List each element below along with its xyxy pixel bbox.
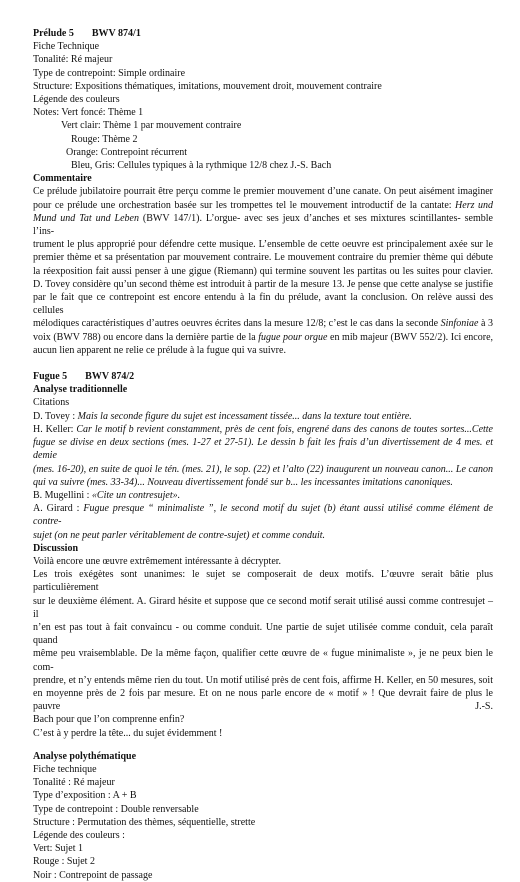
discussion-heading: Discussion [33, 542, 79, 554]
prelude-fiche: Fiche Technique [33, 41, 100, 53]
poly-line: Structure : Permutation des thèmes, séquentielle, strette [33, 816, 256, 828]
commentaire-line: mélodiques caractéristiques d’autres oeuvres écrites dans la mesure 12/8; c’est le cas dans la seconde Sinfoniae à 3 [33, 318, 493, 330]
poly-line: Tonalité : Ré majeur [33, 777, 115, 789]
commentaire-line: Ce prélude jubilatoire pourrait être perçu comme le premier mouvement d’une canate. On peut aisément imaginer [33, 186, 493, 198]
poly-line: Type d’exposition : A + B [33, 790, 137, 802]
poly-line: Noir : Contrepoint de passage [33, 869, 153, 881]
poly-line: Rouge : Sujet 2 [33, 856, 95, 868]
commentaire-line: voix (BWV 788) ou encore dans la dernière partie de la fugue pour orgue en mib majeur (BWV 552/2). Ici encore, [33, 331, 494, 343]
commentaire-heading: Commentaire [33, 173, 92, 185]
prelude-tonalite: Tonalité: Ré majeur [33, 54, 113, 66]
discussion-intro: Voilà encore une œuvre extrêmement intéressante à décrypter. [33, 555, 282, 567]
poly-line: Vert: Sujet 1 [33, 843, 83, 855]
discussion-line: Les trois exégètes sont unanimes: le sujet se composerait de deux motifs. L’œuvre serait bâtie plus particulièrement [33, 569, 493, 594]
document-page [33, 27, 493, 882]
prelude-structure: Structure: Expositions thématiques, imitations, mouvement droit, mouvement contraire [33, 80, 382, 92]
fugue-heading [33, 370, 493, 383]
commentaire-line: aucun lien apparent ne relie ce prélude à la fugue qui va suivre. [33, 344, 286, 356]
poly-line: Légende des couleurs : [33, 829, 125, 841]
commentaire-line: Mund und Tat und Leben (BWV 147/1). L’orgue- avec ses jeux d’anches et ses mixtures scintillantes- semble l’ins- [33, 212, 493, 238]
fugue-title: Fugue 5 [33, 371, 68, 383]
analyse-polythematique-heading: Analyse polythématique [33, 750, 137, 762]
prelude-notes-line: Notes: Vert foncé: Thème 1 [33, 107, 144, 119]
fugue-bwv: BWV 874/2 [85, 371, 135, 383]
poly-line: Type de contrepoint : Double renversable [33, 803, 199, 815]
prelude-notes-line: Orange: Contrepoint récurrent [66, 146, 188, 158]
poly-line: Fiche technique [33, 763, 97, 775]
citation-keller-line: fugue se divise en deux sections (mes. 1-27 et 27-51). Le dessin b fait les frais d’un divertissement de 4 mes. et demie [33, 437, 493, 462]
citation-keller-line: qui va suivre (mes. 33-34)... Nouveau divertissement fondé sur b... les incessantes imitations canoniques. [33, 476, 453, 488]
analyse-traditionnelle-heading: Analyse traditionnelle [33, 384, 128, 396]
citation-keller: H. Keller: Car le motif b revient constamment, près de cent fois, engrené dans des canons de toutes sortes...Cette [33, 423, 493, 435]
citation-keller-line: (mes. 16-20), en suite de quoi le tén. (mes. 21), le sop. (22) et l’alto (22) inaugurent un nouveau canon... Le canon [33, 463, 493, 475]
prelude-notes-line: Rouge: Thème 2 [71, 133, 138, 145]
discussion-line: Bach pour que l’on comprenne enfin? [33, 714, 185, 726]
discussion-line: n’en est pas tout à fait convaincu - ou comme conduit. Une partie de sujet utilisée comme conduit, cela paraît quand [33, 621, 493, 647]
commentaire-line: trument le plus approprié pour défendre cette musique. L’ensemble de cette oeuvre est principalement axée sur le [33, 239, 493, 251]
discussion-line: même peu vraisemblable. De la même façon, qualifier cette œuvre de « fugue minimaliste », je ne peux bien le com- [33, 648, 493, 673]
prelude-legende: Légende des couleurs [33, 94, 120, 106]
commentaire-line: par le fait que ce contrepoint est encore entendu à la fin du prélude, avant la conclusion. On relève aussi des cellules [33, 292, 493, 317]
citation-tovey: D. Tovey : Mais la seconde figure du sujet est incessament tissée... dans la texture tout entière. [33, 410, 412, 422]
commentaire-line: pour ce prélude une orchestration basée sur les trompettes tel le mouvement introductif de la cantate: Herz und [33, 199, 493, 211]
citations-label: Citations [33, 397, 70, 409]
citation-mugellini: B. Mugellini : «Cite un contresujet». [33, 489, 181, 501]
prelude-notes-line: Bleu, Gris: Cellules typiques à la rythmique 12/8 chez J.-S. Bach [71, 160, 332, 172]
commentaire-line: premier thème et sa présentation par mouvement contraire. Le mouvement contraire du premier thème qui débute [33, 252, 493, 264]
prelude-notes-line: Vert clair: Thème 1 par mouvement contraire [61, 120, 242, 132]
discussion-line: en moyenne près de 2 fois par mesure. Et on ne nous parle encore de « motif » ! Que devrait faire de plus le pauvre J.-S. [33, 687, 493, 713]
prelude-bwv: BWV 874/1 [91, 28, 141, 39]
prelude-contrepoint: Type de contrepoint: Simple ordinaire [33, 67, 186, 79]
prelude-title: Prélude 5 [33, 28, 74, 39]
commentaire-line: D. Tovey considère qu’un second thème est introduit à partir de la mesure 13. Je pense que cette analyse se justifie [33, 278, 493, 290]
citation-girard-line: sujet (on ne peut parler véritablement de contre-sujet) et comme conduit. [33, 529, 326, 541]
discussion-line: C’est à y perdre la tête... du sujet évidemment ! [33, 727, 223, 739]
citation-girard: A. Girard : Fugue presque “ minimaliste ”, le second motif du sujet (b) étant aussi utilisé comme élément de contre- [33, 503, 493, 528]
commentaire-line: la réexposition fait aussi penser à une gigue (Riemann) qui termine souvent les partitas ou les suites pour clavier. [33, 265, 493, 277]
discussion-line: prendre, et n’y entends même rien du tout. Un motif utilisé près de cent fois, affirme H. Keller, en 50 mesures, soit [33, 674, 493, 686]
discussion-line: sur le deuxième élément. A. Girard hésite et suppose que ce second motif serait utilisé aussi comme contresujet – il [33, 595, 493, 620]
prelude-heading [33, 27, 493, 40]
